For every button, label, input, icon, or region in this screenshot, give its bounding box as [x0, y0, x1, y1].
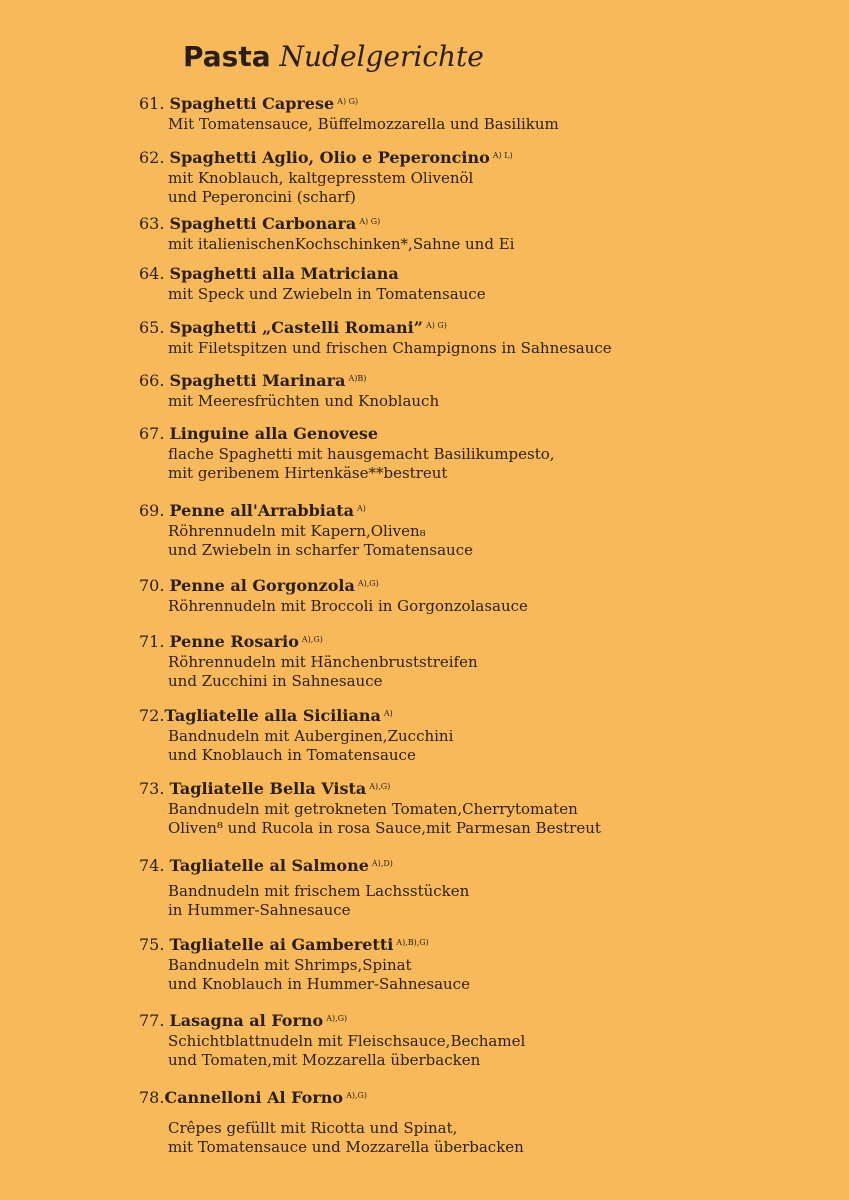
menu-item-number: 64.	[139, 264, 165, 283]
menu-item	[139, 368, 829, 411]
menu-item-heading	[139, 932, 829, 956]
menu-item-number: 63.	[139, 214, 165, 233]
allergen-codes: A),G)	[357, 579, 379, 588]
menu-item-number: 77.	[139, 1011, 165, 1030]
allergen-codes: A),D)	[371, 859, 393, 868]
title-italic: Nudelgerichte	[279, 40, 484, 73]
menu-item-heading	[139, 368, 829, 392]
menu-item-heading	[139, 703, 829, 727]
menu-item-number: 62.	[139, 148, 165, 167]
menu-item	[139, 423, 829, 483]
menu-item-description: Röhrennudeln mit Broccoli in Gorgonzolasauce	[168, 597, 528, 615]
menu-item-name: Penne Rosario	[169, 632, 299, 651]
menu-item-description: Bandnudeln mit frischem Lachsstücken	[168, 882, 470, 900]
menu-item-number: 78.	[139, 1088, 165, 1107]
menu-item-description: und Peperoncini (scharf)	[168, 188, 356, 206]
menu-item	[139, 703, 829, 765]
menu-item-number: 75.	[139, 935, 165, 954]
menu-item-heading	[139, 776, 829, 800]
menu-item	[139, 263, 829, 304]
menu-item-name: Penne all'Arrabbiata	[169, 501, 354, 520]
allergen-codes: A),G)	[369, 782, 391, 791]
page-title	[183, 40, 484, 73]
allergen-codes: A)B)	[348, 374, 367, 383]
menu-item-number: 69.	[139, 501, 165, 520]
menu-item-description: mit geribenem Hirtenkäse**bestreut	[168, 464, 448, 482]
menu-item-description: Mit Tomatensauce, Büffelmozzarella und Basilikum	[168, 115, 559, 133]
menu-item-description: in Hummer-Sahnesauce	[168, 901, 351, 919]
menu-item-number: 72.	[139, 706, 165, 725]
menu-item	[139, 211, 829, 254]
menu-item-number: 61.	[139, 94, 165, 113]
menu-item	[139, 1085, 829, 1157]
menu-item	[139, 776, 829, 838]
menu-item-heading	[139, 1085, 829, 1109]
menu-item-number: 67.	[139, 424, 165, 443]
menu-item-name: Spaghetti Marinara	[169, 371, 346, 390]
menu-item-name: Spaghetti Aglio, Olio e Peperoncino	[169, 148, 490, 167]
menu-item-name: Spaghetti Caprese	[169, 94, 335, 113]
menu-item-description: mit Meeresfrüchten und Knoblauch	[168, 392, 440, 410]
menu-item-description: Oliven⁸ und Rucola in rosa Sauce,mit Parmesan Bestreut	[168, 819, 601, 837]
menu-item-description: mit Speck und Zwiebeln in Tomatensauce	[168, 285, 486, 303]
menu-item-description: mit Knoblauch, kaltgepresstem Olivenöl	[168, 169, 474, 187]
menu-item-description: und Knoblauch in Tomatensauce	[168, 746, 416, 764]
menu-item-heading	[139, 91, 829, 115]
menu-item-name: Lasagna al Forno	[169, 1011, 324, 1030]
menu-item	[139, 498, 829, 560]
menu-item-heading	[139, 423, 829, 445]
menu-item-heading	[139, 315, 829, 339]
menu-item-name: Linguine alla Genovese	[169, 424, 379, 443]
menu-item-description: Bandnudeln mit getrokneten Tomaten,Cherrytomaten	[168, 800, 578, 818]
menu-item-description: Röhrennudeln mit Kapern,Oliven₈	[168, 522, 426, 540]
allergen-codes: A),B),G)	[396, 938, 429, 947]
menu-item-name: Tagliatelle ai Gamberetti	[169, 935, 394, 954]
allergen-codes: A) G)	[337, 97, 359, 106]
menu-item-heading	[139, 498, 829, 522]
allergen-codes: A)	[383, 709, 393, 718]
menu-item-name: Tagliatelle al Salmone	[169, 856, 369, 875]
menu-item-description: Bandnudeln mit Shrimps,Spinat	[168, 956, 412, 974]
menu-item-number: 71.	[139, 632, 165, 651]
menu-item	[139, 315, 829, 358]
menu-item	[139, 853, 829, 920]
menu-item-description: und Knoblauch in Hummer-Sahnesauce	[168, 975, 470, 993]
menu-item-description: mit italienischenKochschinken*,Sahne und Ei	[168, 235, 515, 253]
menu-item-name: Spaghetti alla Matriciana	[169, 264, 399, 283]
menu-item-description: Röhrennudeln mit Hänchenbruststreifen	[168, 653, 478, 671]
menu-item-name: Penne al Gorgonzola	[169, 576, 355, 595]
menu-item-number: 65.	[139, 318, 165, 337]
menu-item-description: Crêpes gefüllt mit Ricotta und Spinat,	[168, 1119, 458, 1137]
menu-item-number: 66.	[139, 371, 165, 390]
menu-item-heading	[139, 263, 829, 285]
menu-item-number: 70.	[139, 576, 165, 595]
allergen-codes: A)	[356, 504, 366, 513]
menu-item-description: mit Tomatensauce und Mozzarella überbacken	[168, 1138, 524, 1156]
menu-item-description: und Zwiebeln in scharfer Tomatensauce	[168, 541, 473, 559]
menu-item-name: Spaghetti Carbonara	[169, 214, 357, 233]
menu-item-description: flache Spaghetti mit hausgemacht Basilikumpesto,	[168, 445, 555, 463]
menu-item	[139, 145, 829, 207]
allergen-codes: A),G)	[346, 1091, 368, 1100]
allergen-codes: A),G)	[301, 635, 323, 644]
menu-item-heading	[139, 629, 829, 653]
menu-item-description: Bandnudeln mit Auberginen,Zucchini	[168, 727, 454, 745]
allergen-codes: A) G)	[425, 321, 447, 330]
menu-item-heading	[139, 853, 829, 877]
menu-item-description: mit Filetspitzen und frischen Champignons in Sahnesauce	[168, 339, 612, 357]
allergen-codes: A),G)	[326, 1014, 348, 1023]
menu-item-description: und Tomaten,mit Mozzarella überbacken	[168, 1051, 481, 1069]
menu-item-heading	[139, 1008, 829, 1032]
menu-item	[139, 91, 829, 134]
allergen-codes: A) G)	[359, 217, 381, 226]
menu-item-description: Schichtblattnudeln mit Fleischsauce,Bechamel	[168, 1032, 526, 1050]
menu-item-number: 74.	[139, 856, 165, 875]
menu-item-number: 73.	[139, 779, 165, 798]
menu-item-description: und Zucchini in Sahnesauce	[168, 672, 383, 690]
menu-item-heading	[139, 211, 829, 235]
menu-item-heading	[139, 145, 829, 169]
menu-item-heading	[139, 573, 829, 597]
menu-item-name: Tagliatelle alla Siciliana	[164, 706, 381, 725]
allergen-codes: A) L)	[492, 151, 513, 160]
menu-item-name: Spaghetti „Castelli Romani”	[169, 318, 423, 337]
menu-item-name: Tagliatelle Bella Vista	[169, 779, 367, 798]
menu-item	[139, 629, 829, 691]
title-bold: Pasta	[183, 40, 271, 73]
menu-item	[139, 573, 829, 616]
menu-item	[139, 932, 829, 994]
menu-item	[139, 1008, 829, 1070]
menu-item-name: Cannelloni Al Forno	[164, 1088, 344, 1107]
